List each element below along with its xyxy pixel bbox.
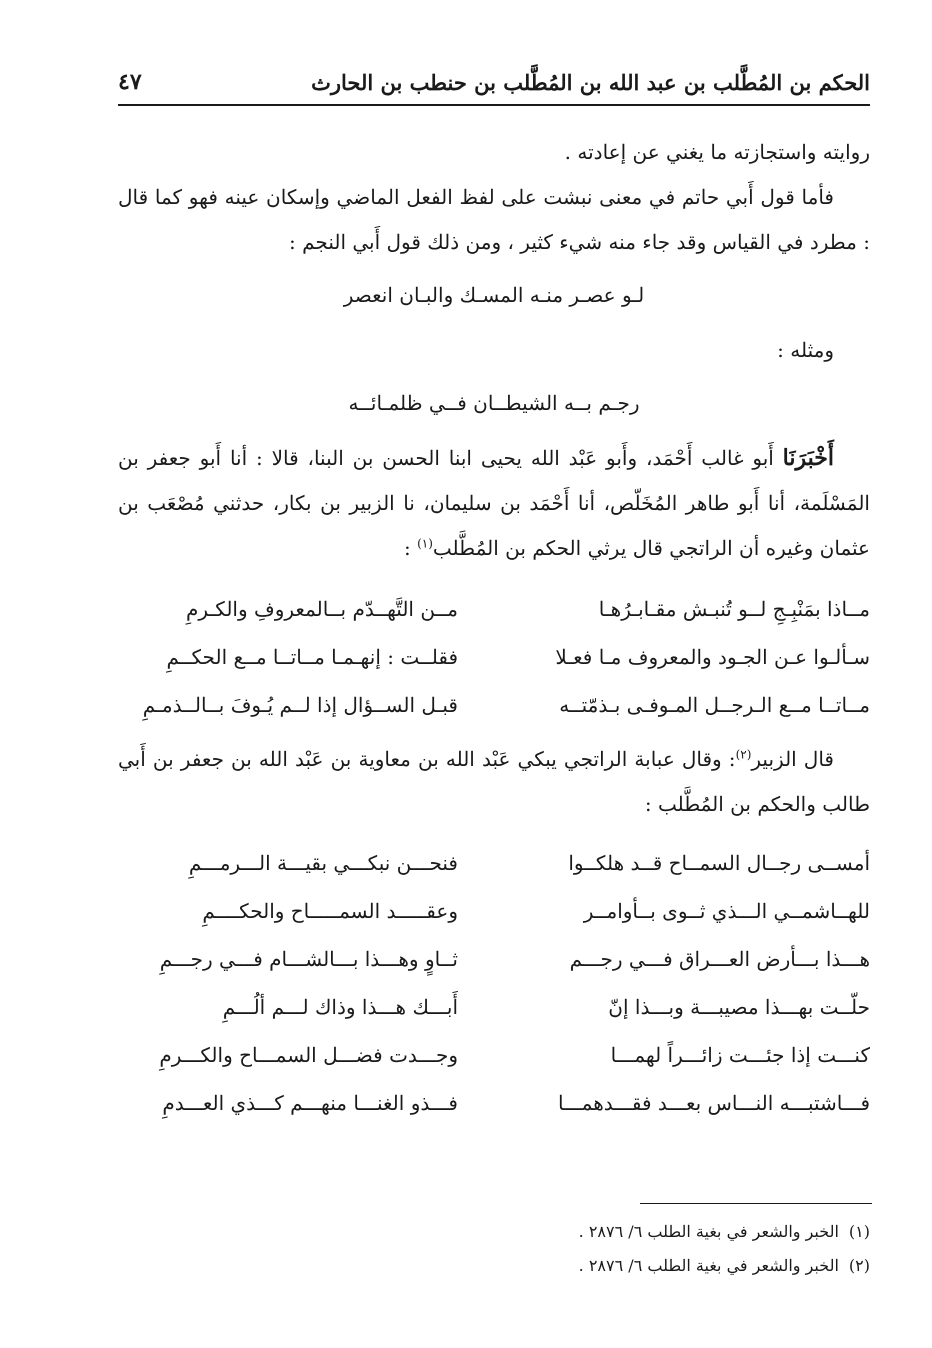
footnote-ref-1: (١) — [417, 536, 433, 551]
quoted-verse-2: رجـم بــه الشيطــان فــي ظلمـائــه — [348, 391, 640, 415]
footnotes — [118, 1215, 870, 1283]
hemistich-second: فنحـــن نبكـــي بقيـــة الـــرمـــمِ — [188, 850, 458, 875]
hemistich-first: للهــاشمــي الـــذي ثــوى بــأوامــر — [583, 898, 870, 923]
paragraph-4-end: : — [403, 536, 418, 560]
hemistich-first: حلّــت بهـــذا مصيبـــة وبـــذا إنّ — [608, 994, 870, 1019]
verse-row — [118, 681, 870, 729]
hemistich-first: كنـــت إذا جئـــت زائـــراً لهمـــا — [610, 1042, 870, 1067]
verse-row — [118, 983, 870, 1031]
hemistich-second: وعقـــــد السمـــــاح والحكــــمِ — [202, 898, 458, 923]
hemistich-second: أَبـــك هـــذا وذاك لـــم ألُـــمِ — [222, 994, 458, 1019]
footnote-rule — [640, 1203, 872, 1204]
hemistich-first: سـألـوا عـن الجـود والمعروف مـا فعـلا — [555, 644, 870, 669]
verse-row — [118, 935, 870, 983]
page-number: ٤٧ — [118, 69, 142, 95]
running-title: الحكم بن المُطَّلب بن عبد الله بن المُطَّلب بن حنطب بن الحارث — [311, 69, 870, 95]
poem-2 — [118, 839, 870, 1127]
footnote-2 — [118, 1249, 870, 1283]
hemistich-first: أمســى رجــال السمــاح قــد هلكــوا — [568, 850, 870, 875]
footnote-number: (١) — [848, 1222, 870, 1241]
hemistich-first: مــاذا بمَنْبِـجِ لــو تُنبـش مقـابـرُهـا — [598, 596, 870, 621]
hemistich-first: مــاتــا مــع الـرجــل المـوفـى بـذمّتــه — [559, 692, 870, 717]
paragraph-5 — [118, 737, 870, 827]
hemistich-second: ثــاوٍ وهـــذا بـــالشـــام فـــي رجـــمِ — [159, 946, 458, 971]
footnote-text: الخبر والشعر في بغية الطلب ٦/ ٢٨٧٦ . — [578, 1256, 839, 1275]
paragraph-3: ومثله : — [777, 338, 834, 362]
hemistich-first: هـــذا بـــأرض العـــراق فـــي رجـــم — [569, 946, 870, 971]
hemistich-second: مــن التَّهــدّم بــالمعروفِ والكـرمِ — [186, 596, 458, 621]
footnote-number: (٢) — [848, 1256, 870, 1275]
hemistich-second: فـــذو الغنـــا منهـــم كـــذي العـــدمِ — [162, 1090, 458, 1115]
akhbarana-lead-word: أَخْبَرَنَا — [782, 445, 834, 471]
paragraph-4-text: أَبو غالب أَحْمَد، وأَبو عَبْد الله يحيى ابنا الحسن بن البنا، قالا : أنا أَبو جعفر بن المَسْلَمة، أنا أَبو طاهر المُخَلّص، أنا أَحْمَد بن سليمان، نا الزبير بن بكار، حدثني مُصْعَب بن عثمان وغيره أن الراتجي قال يرثي الحكم بن المُطَّلب — [118, 446, 870, 560]
paragraph-4 — [118, 436, 870, 571]
footnote-ref-2: (٢) — [735, 747, 752, 762]
header-rule — [118, 104, 870, 106]
paragraph-2: فأما قول أَبي حاتم في معنى نبشت على لفظ الفعل الماضي وإسكان عينه فهو كما قال : مطرد في القياس وقد جاء منه شيء كثير ، ومن ذلك قول أَبي النجم : — [118, 185, 870, 254]
hemistich-first: فـــاشتبـــه النـــاس بعـــد فقـــدهمـــا — [557, 1090, 870, 1115]
paragraph-5-start: قال الزبير — [751, 747, 834, 771]
verse-row — [118, 839, 870, 887]
hemistich-second: فقلــت : إنهـمـا مــاتــا مــع الحكــمِ — [166, 644, 458, 669]
verse-row — [118, 1079, 870, 1127]
verse-row — [118, 887, 870, 935]
paragraph-1: روايته واستجازته ما يغني عن إعادته . — [564, 140, 870, 164]
verse-row — [118, 1031, 870, 1079]
main-text — [118, 130, 870, 1127]
hemistich-second: قبـل الســؤال إذا لــم يُـوفَ بــالــذمـمِ — [142, 692, 458, 717]
footnote-1 — [118, 1215, 870, 1249]
poem-1 — [118, 585, 870, 729]
paragraph-5-text: : وقال عبابة الراتجي يبكي عَبْد الله بن معاوية بن عَبْد الله بن جعفر بن أَبي طالب والحكم بن المُطَّلب : — [118, 747, 870, 816]
footnote-text: الخبر والشعر في بغية الطلب ٦/ ٢٨٧٦ . — [578, 1222, 839, 1241]
verse-row — [118, 585, 870, 633]
page-header — [118, 62, 870, 102]
verse-row — [118, 633, 870, 681]
hemistich-second: وجـــدت فضـــل السمـــاح والكـــرمِ — [159, 1042, 458, 1067]
quoted-verse-1: لـو عصـر منـه المسـك والبـان انعصر — [343, 283, 645, 307]
